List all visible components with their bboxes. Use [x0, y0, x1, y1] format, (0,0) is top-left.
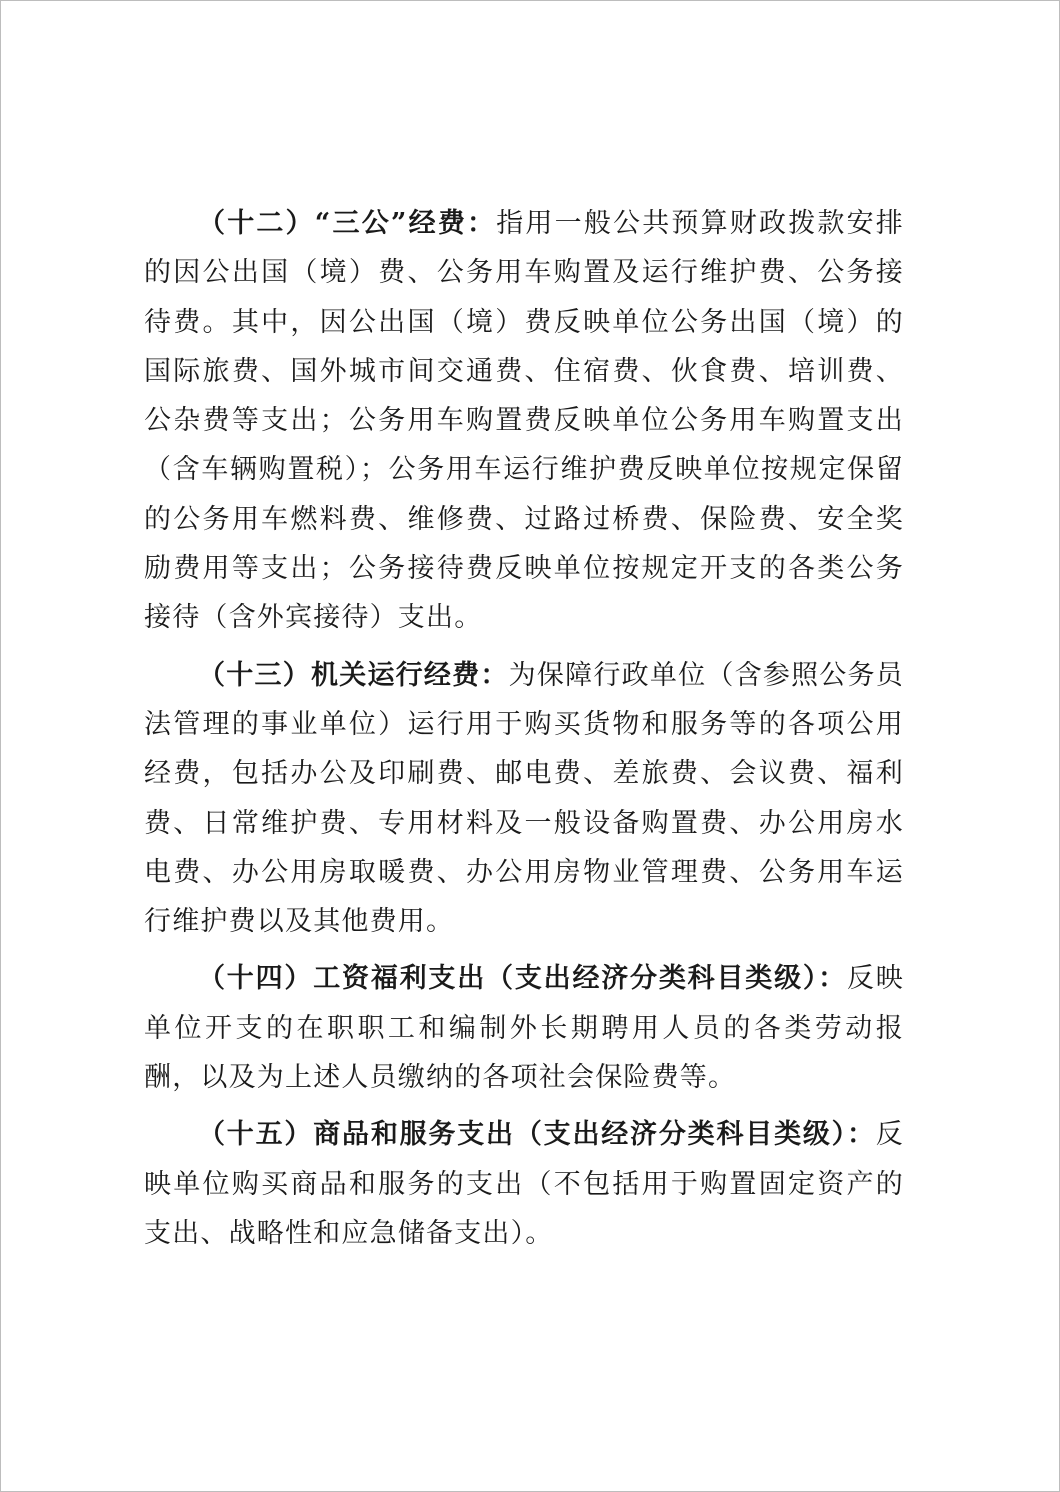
- paragraph-12: [144, 199, 904, 643]
- paragraph-14: [144, 954, 904, 1102]
- paragraph-12-heading: （十二）“三公”经费：: [198, 208, 497, 239]
- paragraph-15: [144, 1110, 904, 1258]
- paragraph-15-heading: （十五）商品和服务支出（支出经济分类科目类级）：: [198, 1119, 876, 1151]
- paragraph-15-body: 反映单位购买商品和服务的支出（不包括用于购置固定资产的支出、战略性和应急储备支出）。: [144, 1119, 904, 1249]
- paragraph-14-body: 反映单位开支的在职职工和编制外长期聘用人员的各类劳动报酬，以及为上述人员缴纳的各项社会保险费等。: [144, 963, 904, 1094]
- paragraph-13-body: 为保障行政单位（含参照公务员法管理的事业单位）运行用于购买货物和服务等的各项公用经费，包括办公及印刷费、邮电费、差旅费、会议费、福利费、日常维护费、专用材料及一般设备购置费、办公用房水电费、办公用房取暖费、办公用房物业管理费、公务用车运行维护费以及其他费用。: [144, 659, 904, 938]
- paragraph-12-body: 指用一般公共预算财政拨款安排的因公出国（境）费、公务用车购置及运行维护费、公务接待费。其中，因公出国（境）费反映单位公务出国（境）的国际旅费、国外城市间交通费、住宿费、伙食费、培训费、公杂费等支出；公务用车购置费反映单位公务用车购置支出（含车辆购置税）；公务用车运行维护费反映单位按规定保留的公务用车燃料费、维修费、过路过桥费、保险费、安全奖励费用等支出；公务接待费反映单位按规定开支的各类公务接待（含外宾接待）支出。: [144, 208, 904, 634]
- document-body: [144, 199, 904, 1266]
- paragraph-13: [144, 651, 904, 947]
- paragraph-14-heading: （十四）工资福利支出（支出经济分类科目类级）：: [198, 963, 847, 995]
- paragraph-13-heading: （十三）机关运行经费：: [198, 659, 509, 691]
